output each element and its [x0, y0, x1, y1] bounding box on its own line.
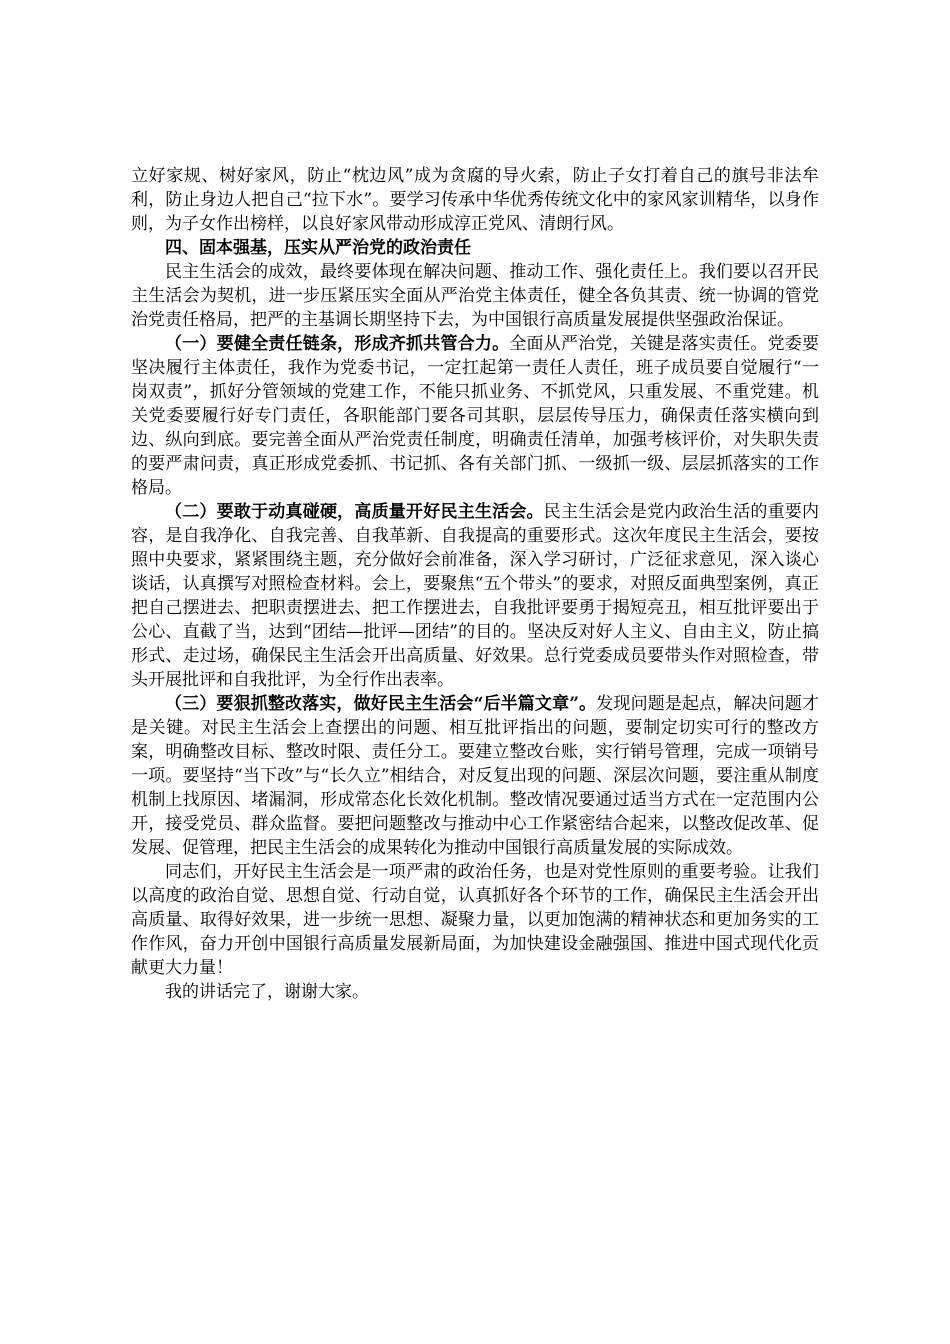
paragraph-subsection-3: [131, 692, 819, 860]
subsection-3-heading: （三）要狠抓整改落实，做好民主生活会“后半篇文章”。: [165, 694, 597, 714]
section-heading-4: 四、固本强基，压实从严治党的政治责任: [165, 238, 471, 258]
paragraph-section-4-intro: 民主生活会的成效，最终要体现在解决问题、推动工作、强化责任上。我们要以召开民主生活会为契机，进一步压紧压实全面从严治党主体责任，健全各负其责、统一协调的管党治党责任格局，把严的主基调长期坚持下去，为中国银行高质量发展提供坚强政治保证。: [131, 262, 819, 330]
subsection-2-body: 民主生活会是党内政治生活的重要内容，是自我净化、自我完善、自我革新、自我提高的重要形式。这次年度民主生活会，要按照中央要求，紧紧围绕主题，充分做好会前准备，深入学习研讨，广泛征求意见，深入谈心谈话，认真撰写对照检查材料。会上，要聚焦“五个带头”的要求，对照反面典型案例，真正把自己摆进去、把职责摆进去、把工作摆进去，自我批评要勇于揭短亮丑，相互批评要出于公心、直截了当，达到“团结—批评—团结”的目的。坚决反对好人主义、自由主义，防止搞形式、走过场，确保民主生活会开出高质量、好效果。总行党委成员要带头作对照检查，带头开展批评和自我批评，为全行作出表率。: [131, 502, 820, 690]
paragraph-closing: 同志们，开好民主生活会是一项严肃的政治任务，也是对党性原则的重要考验。让我们以高度的政治自觉、思想自觉、行动自觉，认真抓好各个环节的工作，确保民主生活会开出高质量、取得好效果，进一步统一思想、凝聚力量，以更加饱满的精神状态和更加务实的工作作风，奋力开创中国银行高质量发展新局面，为加快建设金融强国、推进中国式现代化贡献更大力量！: [131, 862, 819, 978]
subsection-2-heading: （二）要敢于动真碰硬，高质量开好民主生活会。: [165, 502, 544, 522]
paragraph-subsection-1: [131, 332, 819, 500]
paragraph-end: 我的讲话完了，谢谢大家。: [165, 982, 369, 1002]
paragraph-family-values: 立好家规、树好家风，防止“枕边风”成为贪腐的导火索，防止子女打着自己的旗号非法牟利，防止身边人把自己“拉下水”。要学习传承中华优秀传统文化中的家风家训精华，以身作则，为子女作出榜样，以良好家风带动形成淳正党风、清朗行风。: [131, 166, 819, 234]
paragraph-subsection-2: [131, 500, 819, 692]
subsection-3-body: 发现问题是起点，解决问题才是关键。对民主生活会上查摆出的问题、相互批评指出的问题，要制定切实可行的整改方案，明确整改目标、整改时限、责任分工。要建立整改台账，实行销号管理，完成一项销号一项。要坚持“当下改”与“长久立”相结合，对反复出现的问题、深层次问题，要注重从制度机制上找原因、堵漏洞，形成常态化长效化机制。整改情况要通过适当方式在一定范围内公开，接受党员、群众监督。要把问题整改与推动中心工作紧密结合起来，以整改促改革、促发展、促管理，把民主生活会的成果转化为推动中国银行高质量发展的实际成效。: [131, 694, 819, 858]
subsection-1-heading: （一）要健全责任链条，形成齐抓共管合力。: [165, 334, 510, 354]
document-page: [131, 164, 819, 1004]
subsection-1-body: 全面从严治党，关键是落实责任。党委要坚决履行主体责任，我作为党委书记，一定扛起第一责任人责任，班子成员要自觉履行“一岗双责”，抓好分管领域的党建工作，不能只抓业务、不抓党风，只重发展、不重党建。机关党委要履行好专门责任，各职能部门要各司其职，层层传导压力，确保责任落实横向到边、纵向到底。要完善全面从严治党责任制度，明确责任清单，加强考核评价，对失职失责的要严肃问责，真正形成党委抓、书记抓、各有关部门抓、一级抓一级、层层抓落实的工作格局。: [131, 334, 820, 498]
